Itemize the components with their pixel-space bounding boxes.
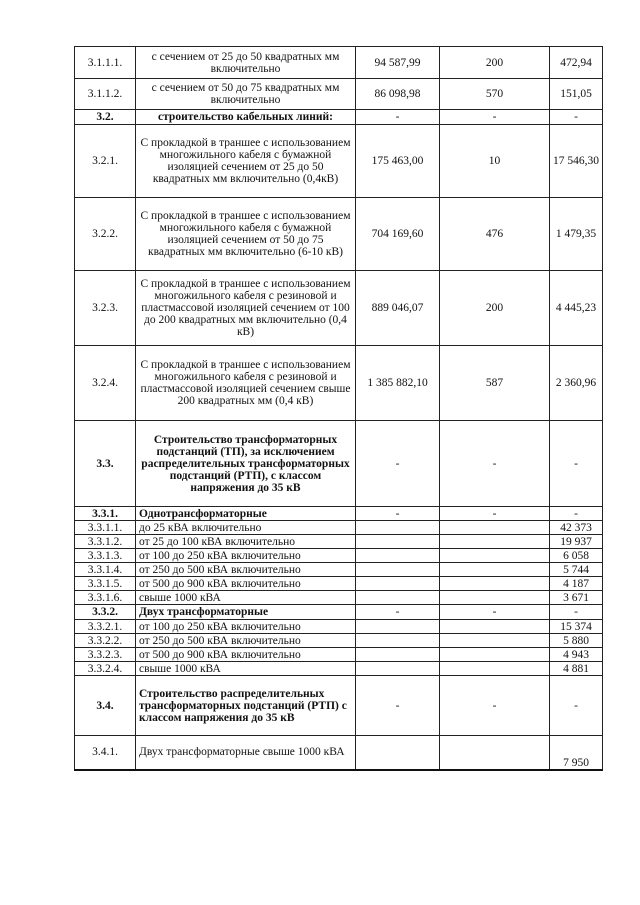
row-number: 3.3.1.2. — [75, 535, 136, 549]
table-row — [75, 605, 603, 620]
row-value-1 — [356, 521, 440, 535]
row-description: свыше 1000 кВА — [136, 662, 356, 676]
row-value-3: 4 943 — [550, 648, 603, 662]
row-value-1: 175 463,00 — [356, 125, 440, 198]
row-value-1: - — [356, 421, 440, 507]
table-row — [75, 521, 603, 535]
row-number: 3.3.2.2. — [75, 634, 136, 648]
row-value-2: - — [440, 676, 550, 736]
row-description: Двух трансформаторные — [136, 605, 356, 620]
tariff-table — [74, 46, 603, 771]
table-row — [75, 577, 603, 591]
row-description: от 500 до 900 кВА включительно — [136, 577, 356, 591]
row-value-3: 4 187 — [550, 577, 603, 591]
table-row — [75, 648, 603, 662]
row-value-1 — [356, 662, 440, 676]
table-row — [75, 125, 603, 198]
row-number: 3.3.2.4. — [75, 662, 136, 676]
row-value-1 — [356, 535, 440, 549]
row-number: 3.2.2. — [75, 198, 136, 271]
row-value-3: 3 671 — [550, 591, 603, 605]
row-number: 3.3.2.3. — [75, 648, 136, 662]
row-value-1 — [356, 648, 440, 662]
row-value-2 — [440, 563, 550, 577]
table-row — [75, 736, 603, 770]
row-value-1: 86 098,98 — [356, 79, 440, 110]
row-description: с сечением от 25 до 50 квадратных мм включительно — [136, 47, 356, 79]
row-value-2: - — [440, 110, 550, 125]
table-row — [75, 620, 603, 634]
row-value-1: - — [356, 110, 440, 125]
table-row — [75, 662, 603, 676]
row-number: 3.4. — [75, 676, 136, 736]
table-row — [75, 110, 603, 125]
row-number: 3.4.1. — [75, 736, 136, 770]
table-row — [75, 421, 603, 507]
row-value-3: 7 950 — [550, 736, 603, 770]
row-value-1: - — [356, 507, 440, 521]
row-value-3: 472,94 — [550, 47, 603, 79]
row-value-3: 4 881 — [550, 662, 603, 676]
row-value-3: - — [550, 676, 603, 736]
row-value-2: 200 — [440, 271, 550, 346]
row-number: 3.2. — [75, 110, 136, 125]
row-value-2 — [440, 634, 550, 648]
row-description: С прокладкой в траншее с использованием многожильного кабеля с бумажной изоляцией сечением от 25 до 50 квадратных мм включительно (0,4кВ) — [136, 125, 356, 198]
table-row — [75, 634, 603, 648]
row-value-3: 42 373 — [550, 521, 603, 535]
row-description: С прокладкой в траншее с использованием многожильного кабеля с бумажной изоляцией сечением от 50 до 75 квадратных мм включительно (6-10 кВ) — [136, 198, 356, 271]
row-description: строительство кабельных линий: — [136, 110, 356, 125]
row-value-3: 6 058 — [550, 549, 603, 563]
row-value-3: 19 937 — [550, 535, 603, 549]
row-value-2 — [440, 648, 550, 662]
row-value-2: 200 — [440, 47, 550, 79]
row-value-2: - — [440, 421, 550, 507]
row-value-2 — [440, 662, 550, 676]
row-number: 3.3.1.3. — [75, 549, 136, 563]
row-value-3: 5 744 — [550, 563, 603, 577]
row-description: С прокладкой в траншее с использованием многожильного кабеля с резиновой и пластмассовой изоляцией сечением от 100 до 200 квадратных мм включительно (0,4 кВ) — [136, 271, 356, 346]
row-value-2: - — [440, 507, 550, 521]
row-description: от 500 до 900 кВА включительно — [136, 648, 356, 662]
row-description: от 250 до 500 кВА включительно — [136, 563, 356, 577]
row-value-2: 587 — [440, 346, 550, 421]
row-value-3: 17 546,30 — [550, 125, 603, 198]
row-value-3: - — [550, 110, 603, 125]
row-number: 3.3.1.5. — [75, 577, 136, 591]
row-value-1 — [356, 577, 440, 591]
row-description: Однотрансформаторные — [136, 507, 356, 521]
row-value-2 — [440, 620, 550, 634]
table-row — [75, 271, 603, 346]
row-value-2: 570 — [440, 79, 550, 110]
row-number: 3.1.1.2. — [75, 79, 136, 110]
row-description: Строительство распределительных трансформаторных подстанций (РТП) с классом напряжения до 35 кВ — [136, 676, 356, 736]
row-value-3: - — [550, 421, 603, 507]
row-description: с сечением от 50 до 75 квадратных мм включительно — [136, 79, 356, 110]
table-row — [75, 563, 603, 577]
row-value-3: - — [550, 507, 603, 521]
row-number: 3.3.1.4. — [75, 563, 136, 577]
row-value-2: - — [440, 605, 550, 620]
row-value-2: 476 — [440, 198, 550, 271]
row-description: от 100 до 250 кВА включительно — [136, 620, 356, 634]
row-value-1: 704 169,60 — [356, 198, 440, 271]
row-description: от 25 до 100 кВА включительно — [136, 535, 356, 549]
row-value-3: 5 880 — [550, 634, 603, 648]
row-number: 3.3.1.1. — [75, 521, 136, 535]
table-row — [75, 535, 603, 549]
row-number: 3.3. — [75, 421, 136, 507]
row-value-2 — [440, 521, 550, 535]
row-description: от 250 до 500 кВА включительно — [136, 634, 356, 648]
row-description: С прокладкой в траншее с использованием многожильного кабеля с резиновой и пластмассовой изоляцией сечением свыше 200 квадратных мм (0,4 кВ) — [136, 346, 356, 421]
row-value-3: 151,05 — [550, 79, 603, 110]
row-value-1: - — [356, 605, 440, 620]
row-value-2 — [440, 591, 550, 605]
table-row — [75, 79, 603, 110]
row-description: Строительство трансформаторных подстанций (ТП), за исключением распределительных трансформаторных подстанций (РТП), с классом напряжения до 35 кВ — [136, 421, 356, 507]
table-row — [75, 47, 603, 79]
table-row — [75, 198, 603, 271]
table-row — [75, 591, 603, 605]
row-value-3: - — [550, 605, 603, 620]
table-row — [75, 346, 603, 421]
row-value-1 — [356, 563, 440, 577]
row-value-2 — [440, 549, 550, 563]
row-value-1: - — [356, 676, 440, 736]
table-row — [75, 549, 603, 563]
row-value-3: 15 374 — [550, 620, 603, 634]
row-value-3: 4 445,23 — [550, 271, 603, 346]
row-number: 3.1.1.1. — [75, 47, 136, 79]
row-description: от 100 до 250 кВА включительно — [136, 549, 356, 563]
row-number: 3.3.1. — [75, 507, 136, 521]
row-value-2 — [440, 577, 550, 591]
row-number: 3.2.1. — [75, 125, 136, 198]
row-value-1 — [356, 620, 440, 634]
row-value-1 — [356, 591, 440, 605]
table-row — [75, 507, 603, 521]
row-number: 3.3.1.6. — [75, 591, 136, 605]
row-description: свыше 1000 кВА — [136, 591, 356, 605]
row-number: 3.3.2. — [75, 605, 136, 620]
row-value-2 — [440, 535, 550, 549]
row-value-1 — [356, 549, 440, 563]
row-number: 3.2.4. — [75, 346, 136, 421]
row-value-1 — [356, 736, 440, 770]
row-value-1 — [356, 634, 440, 648]
row-value-3: 1 479,35 — [550, 198, 603, 271]
table-row — [75, 676, 603, 736]
row-value-2: 10 — [440, 125, 550, 198]
row-description: до 25 кВА включительно — [136, 521, 356, 535]
row-number: 3.2.3. — [75, 271, 136, 346]
row-number: 3.3.2.1. — [75, 620, 136, 634]
row-value-2 — [440, 736, 550, 770]
row-value-1: 889 046,07 — [356, 271, 440, 346]
row-description: Двух трансформаторные свыше 1000 кВА — [136, 736, 356, 770]
row-value-3: 2 360,96 — [550, 346, 603, 421]
row-value-1: 94 587,99 — [356, 47, 440, 79]
row-value-1: 1 385 882,10 — [356, 346, 440, 421]
